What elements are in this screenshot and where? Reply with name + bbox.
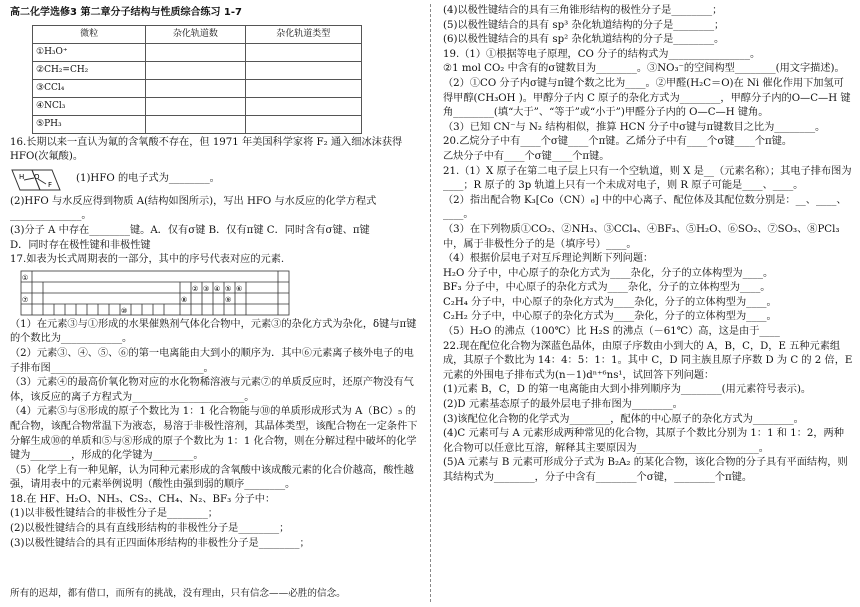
question-20: 20.乙烷分子中有____个σ键____个π键。乙烯分子中有____个σ键____个π键。 <box>443 136 793 148</box>
question-19-3: （3）已知 CN⁻与 N₂ 结构相似，推算 HCN 分子中σ键与π键数目之比为________。 <box>443 121 826 133</box>
element-label-10: ⑩ <box>121 306 128 315</box>
question-18-5: (5)以极性键结合的具有 sp³ 杂化轨道结构的分子是________； <box>443 19 725 31</box>
table-row <box>33 79 362 97</box>
answer-cell <box>245 97 362 115</box>
answer-cell <box>146 97 245 115</box>
particle-cell: ⑤PH₃ <box>33 115 146 133</box>
hfo-row <box>10 167 418 193</box>
answer-cell <box>146 115 245 133</box>
question-22: 22.现在配位化合物为深蓝色晶体，由原子序数由小到大的 A，B，C，D，E 五种元素组成，其原子个数比为 14：4：5：1：1。其中 C，D 同主族且原子序数 D 为 C 的 2 倍，E 元素的外围电子排布式为(n－1)dⁿ⁺⁶ns¹，试回答下列问题： <box>443 340 853 381</box>
particle-cell: ③CCl₄ <box>33 79 146 97</box>
question-17-2: （2）元素③、④、⑤、⑥的第一电离能由大到小的顺序为．其中⑥元素离子核外电子的电子排布图______________________________。 <box>10 347 414 374</box>
question-21-1: 21.（1）X 原子在第二电子层上只有一个空轨道，则 X 是__（元素名称）；其电子排布图为____；R 原子的 3p 轨道上只有一个未成对电子，则 R 原子可能是____、____。 <box>443 165 852 192</box>
atom-label-o: O <box>34 172 40 181</box>
answer-cell <box>146 79 245 97</box>
question-20b: 乙炔分子中有____个σ键____个π键。 <box>443 150 610 162</box>
element-label-2: ② <box>192 284 199 293</box>
element-label-3: ③ <box>203 284 210 293</box>
atom-label-f: F <box>48 180 53 189</box>
answer-cell <box>245 79 362 97</box>
periodic-table-fragment <box>20 270 418 316</box>
question-18-4: (4)以极性键结合的具有三角锥形结构的极性分子是________； <box>443 5 723 16</box>
question-17-4: （4）元素⑤与⑧形成的原子个数比为 1：1 化合物能与⑩的单质形成形式为 A（BC）₅ 的配合物，该配合物常温下为液态，易溶于非极性溶剂，其晶体类型，该配合物在一定条件下分解生成⑩的单质和⑤与⑧形成的原子个数比为 1：1 化合物，则在分解过程中破坏的化学键为________，形成的化学键为________。 <box>10 406 418 462</box>
question-19-1: 19.（1）①根据等电子原理，CO 分子的结构式为________________。 <box>443 48 761 60</box>
table-header: 杂化轨道类型 <box>245 25 362 43</box>
element-label-7: ⑦ <box>22 295 29 304</box>
question-18-1: (1)以非极性键结合的非极性分子是________； <box>10 508 218 520</box>
question-16: 16.长期以来一直认为氟的含氧酸不存在，但 1971 年美国科学家将 F₂ 通入细冰沫获得 HFO(次氟酸)。 <box>10 136 403 163</box>
question-16-1: (1)HFO 的电子式为________。 <box>76 173 220 185</box>
question-16-2: (2)HFO 与水反应得到物质 A(结构如图所示)，写出 HFO 与水反应的化学方程式______________。 <box>10 195 377 222</box>
table-row <box>33 61 362 79</box>
table-row <box>33 97 362 115</box>
table-header-row <box>33 25 362 43</box>
element-label-9: ⑨ <box>225 295 232 304</box>
question-16-3: (3)分子 A 中存在________键。A．仅有σ键 B．仅有π键 C．同时含有σ键、π键 <box>10 224 370 236</box>
question-18-3: (3)以极性键结合的具有正四面体形结构的非极性分子是________； <box>10 537 310 549</box>
particle-cell: ②CH₂=CH₂ <box>33 61 146 79</box>
question-17-3: （3）元素④的最高价氧化物对应的水化物稀溶液与元素⑦的单质反应时，还原产物没有气体，该反应的离子方程式为______________________。 <box>10 377 414 403</box>
left-column <box>10 6 418 551</box>
answer-cell <box>245 61 362 79</box>
column-divider <box>430 4 431 602</box>
periodic-table-grid <box>20 270 290 316</box>
question-21-5: （5）H₂O 的沸点（100℃）比 H₂S 的沸点（－61℃）高，这是由于____ <box>443 326 780 338</box>
question-18: 18.在 HF、H₂O、NH₃、CS₂、CH₄、N₂、BF₃ 分子中： <box>10 493 276 505</box>
page-title: 高二化学选修3 第二章分子结构与性质综合练习 1-7 <box>10 7 242 18</box>
question-18-6: (6)以极性键结合的具有 sp² 杂化轨道结构的分子是________。 <box>443 34 725 46</box>
question-19-2: （2）①CO 分子内σ键与π键个数之比为____。②甲醛(H₂C＝O)在 Ni 催化作用下加氢可得甲醇(CH₃OH )。甲醇分子内 C 原子的杂化方式为________，甲醇分子内的O—C—H 键角________(填“大于”、“等于”或“小于”)甲醛分子内的 O—C—H 键角。 <box>443 77 851 119</box>
question-16-3-option-d: D．同时存在极性键和非极性键 <box>10 239 151 251</box>
question-21-4b: BF₃ 分子中，中心原子的杂化方式为____杂化，分子的立体构型为____。 <box>443 282 771 294</box>
element-label-4: ④ <box>214 284 221 293</box>
hybridization-table <box>32 25 362 134</box>
question-21-4c: C₂H₄ 分子中，中心原子的杂化方式为____杂化，分子的立体构型为____。 <box>443 296 777 308</box>
question-18-2: (2)以极性键结合的具有直线形结构的非极性分子是________； <box>10 523 290 535</box>
table-header: 微粒 <box>33 25 146 43</box>
question-22-3: (3)该配位化合物的化学式为________，配体的中心原子的杂化方式为________。 <box>443 413 804 425</box>
element-label-5: ⑤ <box>225 284 232 293</box>
question-22-5: (5)A 元素与 B 元素可形成分子式为 B₂A₂ 的某化合物，该化合物的分子具有平面结构，则其结构式为________，分子中含有________个σ键，________个π键。 <box>443 457 848 483</box>
question-17-5: （5）化学上有一种见解，认为同种元素形成的含氧酸中该成酸元素的化合价越高，酸性越强，请用表中的元素举例说明（酸性由强到弱的顺序________。 <box>10 464 414 491</box>
answer-cell <box>245 115 362 133</box>
answer-cell <box>146 61 245 79</box>
question-22-4: (4)C 元素可与 A 元素形成两种常见的化合物，其原子个数比分别为 1：1 和 1：2，两种化合物可以任意比互溶，解释其主要原因为________________________。 <box>443 428 844 454</box>
footer-motto: 所有的迟却，都有借口，而所有的挑战，没有理由，只有信念——必胜的信念。 <box>10 588 346 599</box>
element-label-6: ⑥ <box>236 284 243 293</box>
question-21-3: （3）在下列物质①CO₂、②NH₃、③CCl₄、④BF₃、⑤H₂O、⑥SO₂、⑦SO₃、⑧PCl₃ 中，属于非极性分子的是（填序号）____。 <box>443 223 840 250</box>
question-17-1: （1）在元素③与①形成的水果催熟剂气体化合物中，元素③的杂化方式为杂化，δ键与π键的个数比为____________。 <box>10 318 417 345</box>
atom-label-h: H <box>19 172 25 181</box>
answer-cell <box>245 43 362 61</box>
question-21-4: （4）根据价层电子对互斥理论判断下列问题： <box>443 253 654 265</box>
right-column <box>443 4 853 486</box>
element-label-8: ⑧ <box>181 295 188 304</box>
element-label-1: ① <box>22 273 29 282</box>
table-row <box>33 43 362 61</box>
question-17: 17.如表为长式周期表的一部分，其中的序号代表对应的元素. <box>10 254 285 266</box>
question-21-4d: C₂H₂ 分子中，中心原子的杂化方式为____杂化，分子的立体构型为____。 <box>443 311 777 323</box>
answer-cell <box>146 43 245 61</box>
question-22-1: (1)元素 B，C，D 的第一电离能由大到小排列顺序为________(用元素符号表示)。 <box>443 384 812 396</box>
question-21-2: （2）指出配合物 K₃[Co（CN）₆] 中的中心离子、配位体及其配位数分别是：__、____、____。 <box>443 194 847 221</box>
structure-a-diagram <box>10 167 72 193</box>
particle-cell: ④NCl₃ <box>33 97 146 115</box>
table-header: 杂化轨道数 <box>146 25 245 43</box>
question-22-2: (2)D 元素基态原子的最外层电子排布图为________。 <box>443 399 683 411</box>
question-21-4a: H₂O 分子中，中心原子的杂化方式为____杂化，分子的立体构型为____。 <box>443 267 774 279</box>
question-19-1b: ②1 mol CO₂ 中含有的σ键数目为________。③NO₃⁻的空间构型________(用文字描述)。 <box>443 63 845 75</box>
table-row <box>33 115 362 133</box>
particle-cell: ①H₃O⁺ <box>33 43 146 61</box>
